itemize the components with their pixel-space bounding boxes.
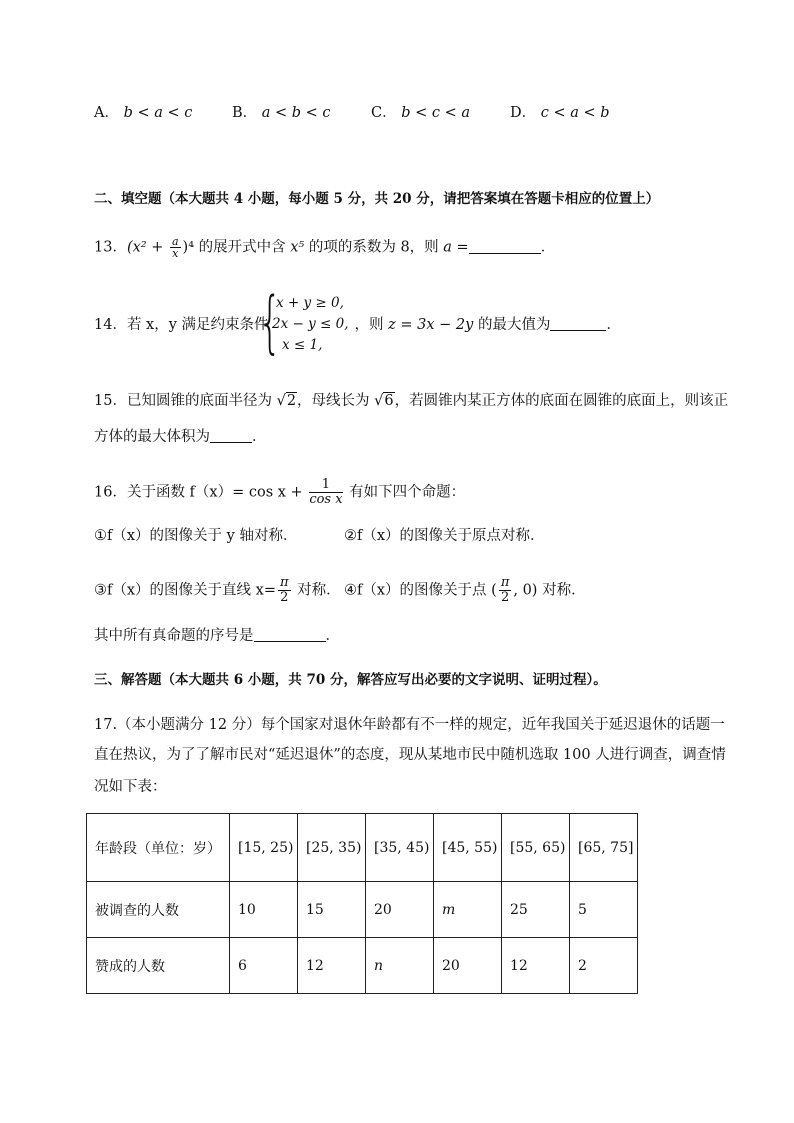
table-header-cell: [55, 65) <box>502 814 570 882</box>
option-c: C． b < c < a <box>371 105 471 121</box>
question-15-line1: 15．已知圆锥的底面半径为 √2，母线长为 √6，若圆锥内某正方体的底面在圆锥的底面上，则该正 <box>94 393 729 409</box>
question-16: 16．关于函数 f（x）= cos x + $\frac{1}{\text{cos x}}$ 有如下四个命题： <box>94 477 466 507</box>
table-cell: 15 <box>298 882 366 938</box>
table-cell: 被调查的人数 <box>87 882 230 938</box>
table-cell: 10 <box>230 882 298 938</box>
question-17-line2: 直在热议，为了了解市民对“延迟退休”的态度，现从某地市民中随机选取 100 人进行调查，调查情 <box>94 747 726 763</box>
table-header-cell: 年龄段（单位：岁） <box>87 814 230 882</box>
table-header-cell: [25, 35) <box>298 814 366 882</box>
table-cell: 12 <box>502 938 570 994</box>
section2-title: 二、填空题（本大题共 4 小题，每小题 5 分，共 20 分，请把答案填在答题卡相应的位置上） <box>94 191 660 207</box>
constraint-system: { x + y ≥ 0, 2x − y ≤ 0, x ≤ 1, <box>258 283 349 362</box>
table-header-cell: [65, 75] <box>570 814 638 882</box>
question-15-line2: 方体的最大体积为 ． <box>94 429 267 445</box>
question-13: 13．(x² + $\frac{a}{x}$ )⁴ 的展开式中含 x⁵ 的项的系数为 8，则 a = ． <box>94 235 556 260</box>
table-cell: 5 <box>570 882 638 938</box>
table-row <box>87 814 638 882</box>
proposition-1: ①f（x）的图像关于 y 轴对称． <box>94 528 298 544</box>
survey-table <box>86 813 638 994</box>
table-row <box>87 938 638 994</box>
question-17-line1: 17.（本小题满分 12 分）每个国家对退休年龄都有不一样的规定，近年我国关于延迟退休的话题一 <box>94 717 725 733</box>
question-16-answer-line: 其中所有真命题的序号是 ． <box>94 628 340 644</box>
question-14: 14．若 x，y 满足约束条件 ，则 z = 3x − 2y 的最大值为 ． <box>94 317 621 333</box>
question-17-line3: 况如下表： <box>94 779 167 795</box>
table-cell: 20 <box>366 882 434 938</box>
table-cell: 6 <box>230 938 298 994</box>
option-a: A． b < a < c <box>94 105 193 121</box>
proposition-3: ③f（x）的图像关于直线 x= $\frac{\pi}{2}$ 对称． <box>94 575 341 605</box>
table-cell: n <box>366 938 434 994</box>
table-row <box>87 882 638 938</box>
table-cell: 2 <box>570 938 638 994</box>
table-header-cell: [35, 45) <box>366 814 434 882</box>
table-cell: 25 <box>502 882 570 938</box>
table-cell: 20 <box>434 938 502 994</box>
table-cell: 12 <box>298 938 366 994</box>
proposition-2: ②f（x）的图像关于原点对称． <box>344 528 545 544</box>
option-d: D． c < a < b <box>510 105 610 121</box>
table-cell: 赞成的人数 <box>87 938 230 994</box>
table-header-cell: [15, 25) <box>230 814 298 882</box>
option-b: B． a < b < c <box>232 105 331 121</box>
table-cell: m <box>434 882 502 938</box>
proposition-4: ④f（x）的图像关于点 ( $\frac{\pi}{2}$ , 0) 对称． <box>344 575 586 605</box>
table-header-cell: [45, 55) <box>434 814 502 882</box>
section3-title: 三、解答题（本大题共 6 小题，共 70 分，解答应写出必要的文字说明、证明过程）。 <box>94 672 607 688</box>
